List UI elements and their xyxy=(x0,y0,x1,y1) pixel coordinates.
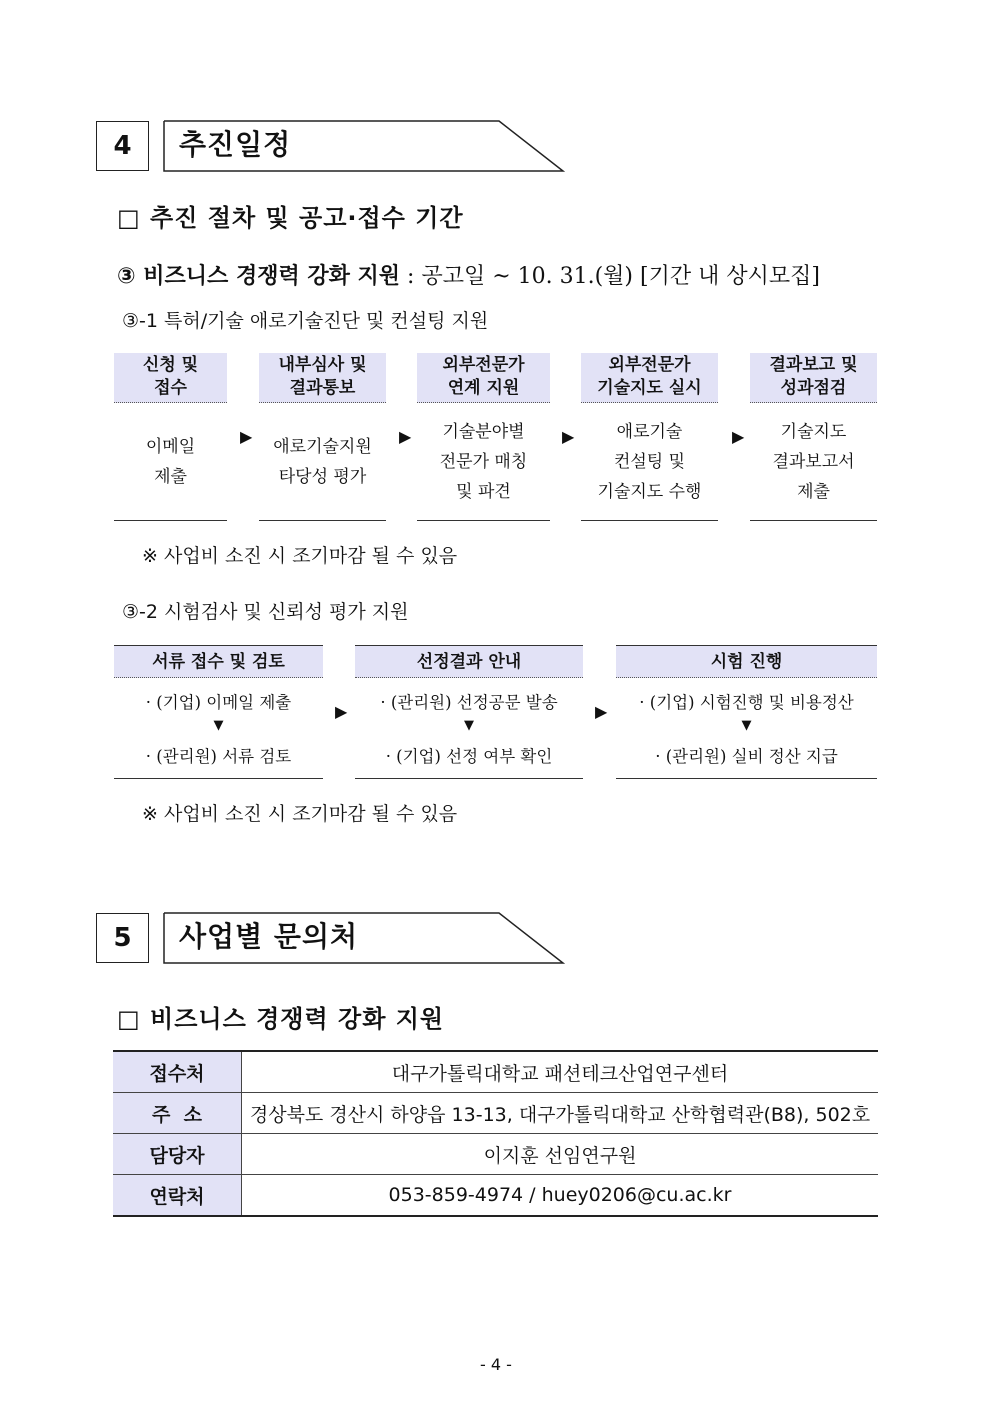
body-line: 컨설팅 및 xyxy=(613,451,686,472)
right-arrow-icon: ▶ xyxy=(335,702,348,721)
down-arrow-icon: ▼ xyxy=(741,718,752,733)
section-number: 4 xyxy=(113,131,132,161)
row-value: 대구가톨릭대학교 패션테크산업연구센터 xyxy=(242,1051,879,1093)
head-line: 내부심사 및 xyxy=(278,355,367,375)
program-line xyxy=(117,259,820,290)
flow2-step-body xyxy=(114,678,323,779)
row-label: 연락처 xyxy=(113,1175,242,1217)
head-line: 연계 지원 xyxy=(447,378,520,398)
step-line: · (기업) 이메일 제출 xyxy=(145,693,292,712)
table-row xyxy=(113,1093,878,1134)
head-line: 신청 및 xyxy=(142,355,199,375)
step-line: · (기업) 선정 여부 확인 xyxy=(385,747,553,766)
flow1-step-head xyxy=(750,353,877,403)
head-line: 외부전문가 xyxy=(442,355,525,375)
body-line: 기술지도 수행 xyxy=(597,481,702,502)
sub1-note: ※ 사업비 소진 시 조기마감 될 수 있음 xyxy=(142,545,458,567)
head-line: 접수 xyxy=(154,378,187,398)
sub2-title: ③-2 시험검사 및 신뢰성 평가 지원 xyxy=(122,601,409,623)
table-row xyxy=(113,1134,878,1175)
flow1-step-head xyxy=(259,353,386,403)
down-arrow-icon: ▼ xyxy=(464,718,474,733)
right-arrow-icon: ▶ xyxy=(562,427,575,446)
step-line: · (관리원) 실비 정산 지급 xyxy=(655,747,838,766)
row-label: 접수처 xyxy=(113,1051,242,1093)
section-title-box xyxy=(163,120,565,172)
flow1-step-head xyxy=(114,353,227,403)
flow2-step-head: 시험 진행 xyxy=(616,645,877,678)
subsection-heading: □ 비즈니스 경쟁력 강화 지원 xyxy=(117,1005,445,1033)
right-arrow-icon: ▶ xyxy=(240,427,253,446)
section-title-box xyxy=(163,912,565,964)
flow1-step-body xyxy=(417,403,550,521)
section-number-box xyxy=(96,121,149,171)
body-line: 기술분야별 xyxy=(442,421,525,442)
body-line: 전문가 매칭 xyxy=(439,451,528,472)
program-label: ③ 비즈니스 경쟁력 강화 지원 xyxy=(117,264,401,289)
body-line: 애로기술지원 xyxy=(273,436,372,457)
row-value: 경상북도 경산시 하양읍 13-13, 대구가톨릭대학교 산학협력관(B8), 502호 xyxy=(242,1093,879,1134)
head-line: 성과점검 xyxy=(780,378,847,398)
down-arrow-icon: ▼ xyxy=(213,718,224,733)
row-value: 053-859-4974 / huey0206@cu.ac.kr xyxy=(242,1175,879,1217)
step-line: · (기업) 시험진행 및 비용정산 xyxy=(639,693,854,712)
section-title: 추진일정 xyxy=(179,128,292,161)
contact-table xyxy=(113,1050,878,1217)
step-line: · (관리원) 선정공문 발송 xyxy=(380,693,558,712)
table-row xyxy=(113,1175,878,1217)
head-line: 외부전문가 xyxy=(608,355,691,375)
flow2-step-body xyxy=(616,678,877,779)
flow1-step-body xyxy=(750,403,877,521)
body-line: 제출 xyxy=(797,481,830,502)
section-title: 사업별 문의처 xyxy=(179,920,359,953)
row-label: 담당자 xyxy=(113,1134,242,1175)
row-label: 주 소 xyxy=(113,1093,242,1134)
row-value: 이지훈 선임연구원 xyxy=(242,1134,879,1175)
flow2-step-head: 선정결과 안내 xyxy=(355,645,583,678)
body-line: 결과보고서 xyxy=(772,451,855,472)
body-line: 기술지도 xyxy=(780,421,847,442)
flow1-step-head xyxy=(417,353,550,403)
body-line: 애로기술 xyxy=(616,421,683,442)
sub1-title: ③-1 특허/기술 애로기술진단 및 컨설팅 지원 xyxy=(122,310,489,332)
body-line: 제출 xyxy=(154,466,187,487)
flow2-step-body xyxy=(355,678,583,779)
body-line: 이메일 xyxy=(145,436,196,457)
section-number-box xyxy=(96,913,149,963)
body-line: 및 파견 xyxy=(456,481,511,502)
right-arrow-icon: ▶ xyxy=(399,427,412,446)
flow1-step-body xyxy=(259,403,386,521)
right-arrow-icon: ▶ xyxy=(595,702,608,721)
subsection-heading: □ 추진 절차 및 공고·접수 기간 xyxy=(117,204,464,232)
step-line: · (관리원) 서류 검토 xyxy=(145,747,292,766)
head-line: 결과보고 및 xyxy=(769,355,858,375)
flow1-step-body xyxy=(581,403,718,521)
sub2-note: ※ 사업비 소진 시 조기마감 될 수 있음 xyxy=(142,803,458,825)
head-line: 기술지도 실시 xyxy=(597,378,702,398)
section-number: 5 xyxy=(113,923,132,953)
flow2-step-head: 서류 접수 및 검토 xyxy=(114,645,323,678)
head-line: 결과통보 xyxy=(289,378,356,398)
flow1-step-body xyxy=(114,403,227,521)
page-number: - 4 - xyxy=(480,1355,512,1374)
body-line: 타당성 평가 xyxy=(278,466,367,487)
right-arrow-icon: ▶ xyxy=(732,427,745,446)
table-row xyxy=(113,1051,878,1093)
flow1-step-head xyxy=(581,353,718,403)
program-period: : 공고일 ~ 10. 31.(월) [기간 내 상시모집] xyxy=(407,264,820,289)
